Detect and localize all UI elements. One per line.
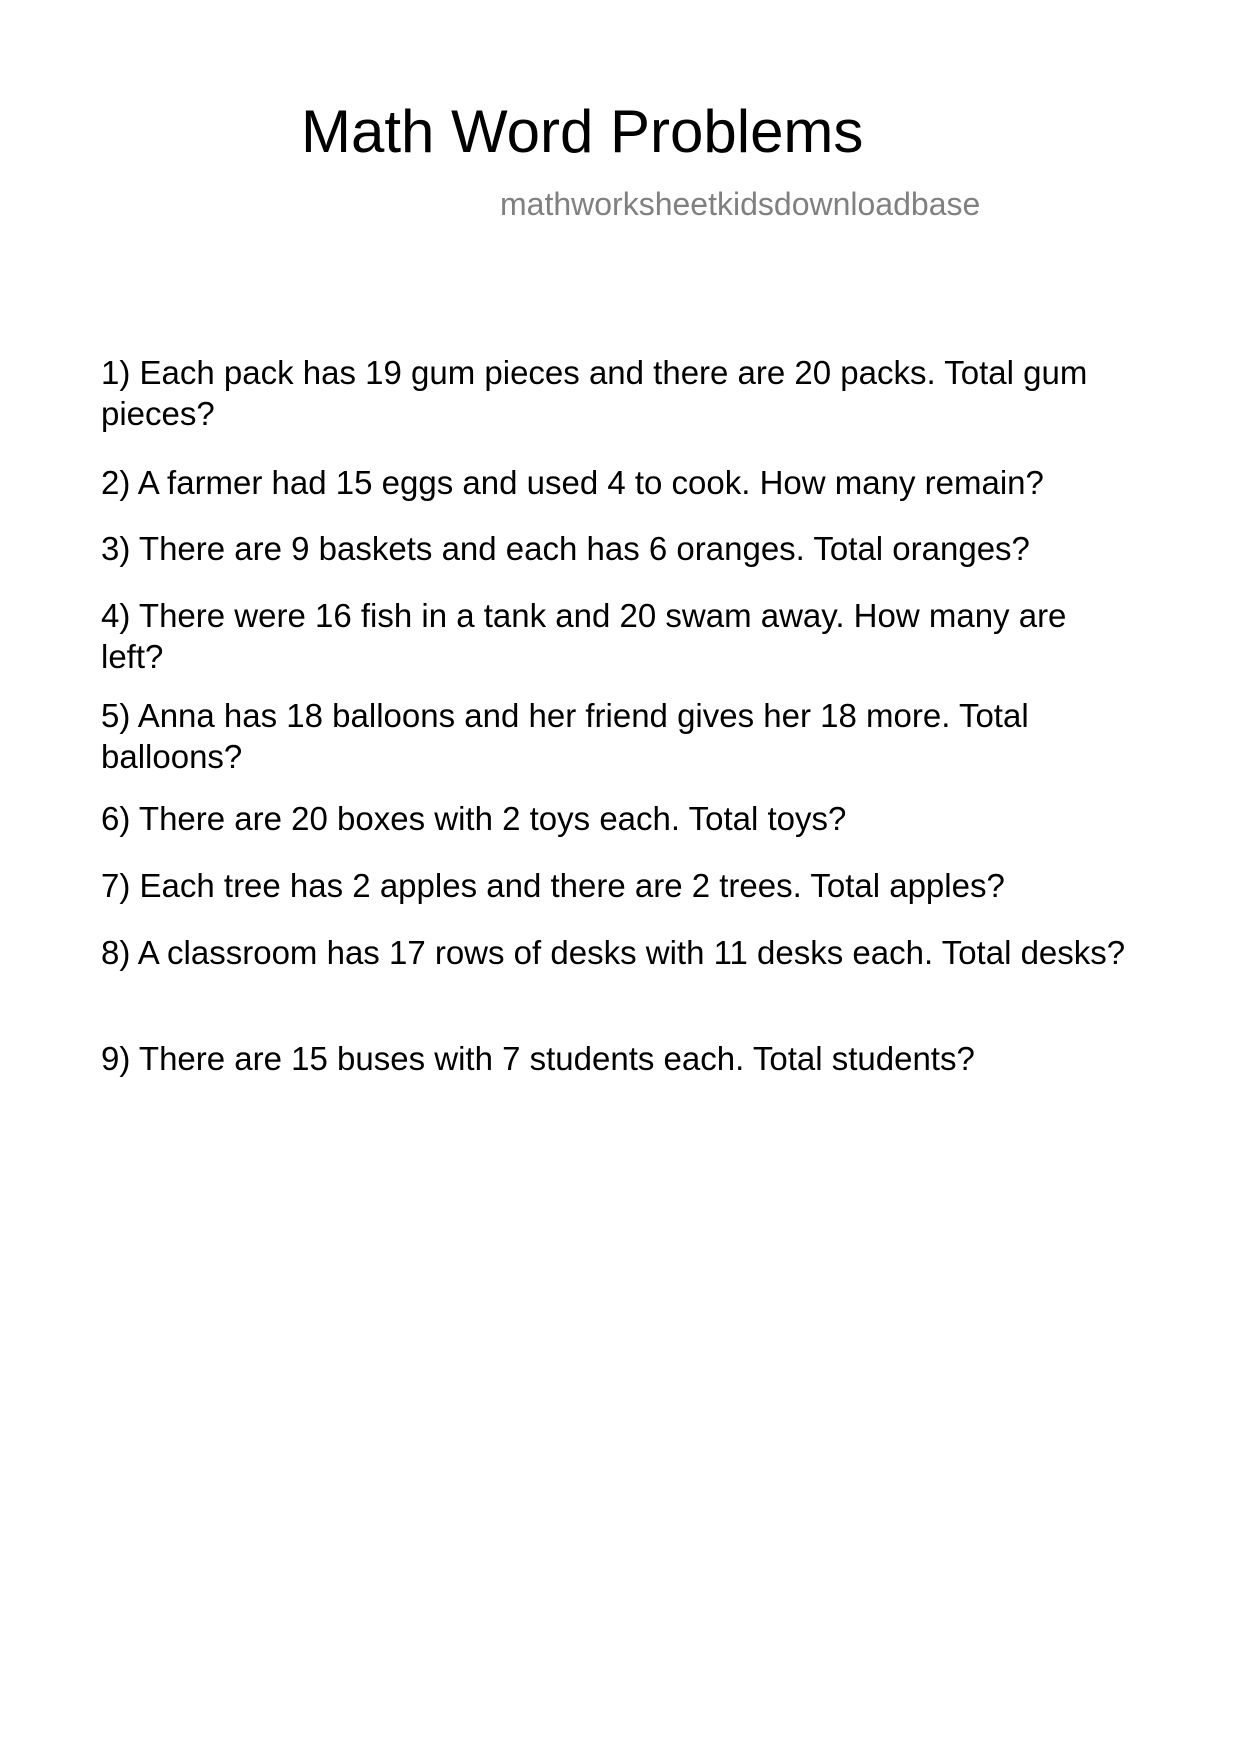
page-title: Math Word Problems (301, 98, 864, 165)
problem-item: 5) Anna has 18 balloons and her friend gives her 18 more. Total balloons? (101, 697, 1029, 775)
problem-item: 6) There are 20 boxes with 2 toys each. Total toys? (101, 800, 847, 837)
problem-item: 9) There are 15 buses with 7 students each. Total students? (101, 1040, 975, 1077)
problem-item: 8) A classroom has 17 rows of desks with 11 desks each. Total desks? (101, 934, 1126, 971)
problem-item: 3) There are 9 baskets and each has 6 oranges. Total oranges? (101, 530, 1030, 567)
source-watermark: mathworksheetkidsdownloadbase (500, 186, 981, 222)
problem-item: 4) There were 16 fish in a tank and 20 swam away. How many are left? (101, 597, 1067, 675)
problem-item: 2) A farmer had 15 eggs and used 4 to cook. How many remain? (101, 464, 1044, 501)
problem-item: 7) Each tree has 2 apples and there are 2 trees. Total apples? (101, 867, 1005, 904)
problem-item: 1) Each pack has 19 gum pieces and there are 20 packs. Total gum pieces? (101, 354, 1088, 432)
